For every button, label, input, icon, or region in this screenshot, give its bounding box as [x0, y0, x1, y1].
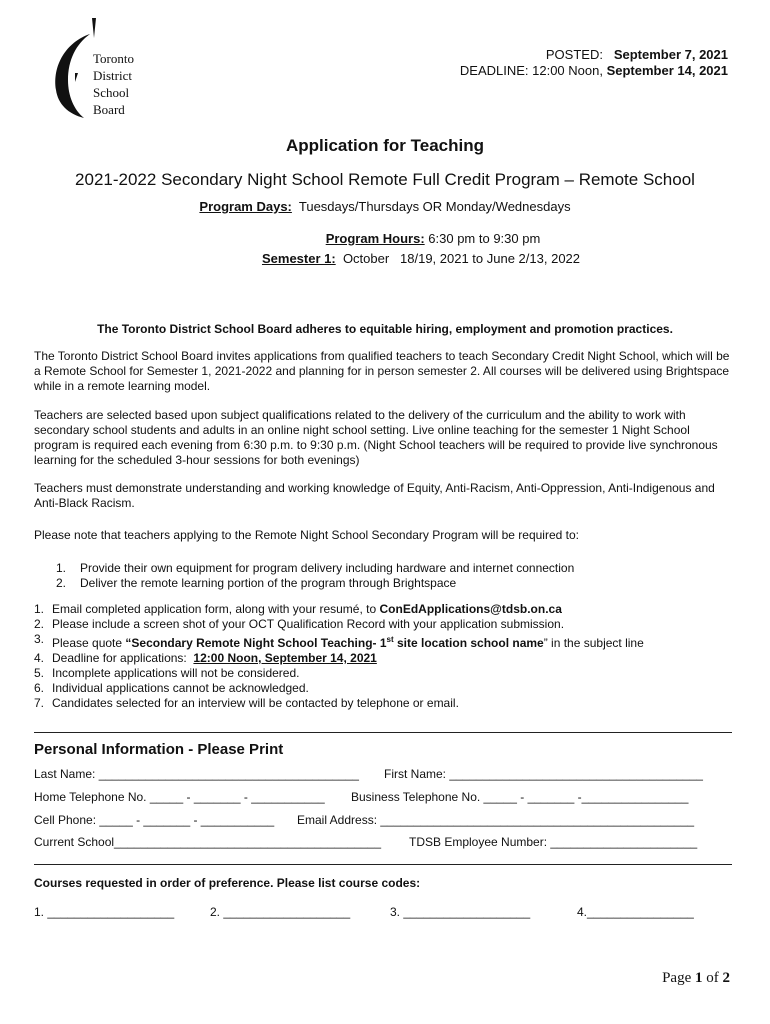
list-item [34, 632, 734, 651]
program-days-label: Program Days: [199, 199, 292, 214]
list-item [56, 576, 736, 591]
personal-info-title: Personal Information - Please Print [34, 741, 284, 758]
list-item [34, 617, 734, 632]
logo-text [93, 50, 134, 118]
item-number: 2. [56, 576, 67, 590]
deadline-label: DEADLINE: 12:00 Noon, [459, 63, 603, 78]
list-item [34, 651, 734, 666]
item-text: Please include a screen shot of your OCT Qualification Record with your application submission. [52, 617, 565, 631]
program-days-value: Tuesdays/Thursdays OR Monday/Wednesdays [298, 199, 571, 214]
item-text: Candidates selected for an interview will be contacted by telephone or email. [52, 696, 459, 710]
page-current: 1 [695, 970, 703, 986]
item-number: 5. [34, 666, 45, 680]
paragraph-equity: Teachers must demonstrate understanding and working knowledge of Equity, Anti-Racism, Anti-Oppression, Anti-Indigenous and Anti-Black Racism. [34, 481, 715, 510]
item-number: 4. [34, 651, 45, 665]
item-text: Deadline for applications: [52, 651, 194, 665]
semester-value: October 18/19, 2021 to June 2/13, 2022 [342, 251, 581, 266]
section-divider-top [34, 732, 732, 733]
cell-phone-field[interactable]: Cell Phone: _____ - _______ - ___________ [34, 813, 275, 827]
logo-flame [92, 18, 96, 38]
course-choice-3[interactable]: 3. ___________________ [390, 905, 531, 919]
employee-number-field[interactable]: TDSB Employee Number: ______________________ [409, 835, 698, 849]
logo-line-3: School [93, 85, 130, 100]
item-text: Provide their own equipment for program delivery including hardware and internet connection [80, 561, 575, 575]
course-choice-1[interactable]: 1. ___________________ [34, 905, 175, 919]
phone-row [34, 790, 734, 804]
section-divider-bottom [34, 864, 732, 865]
deadline-bold: 12:00 Noon, September 14, 2021 [193, 651, 377, 665]
deadline-date: September 14, 2021 [606, 63, 728, 78]
semester [0, 251, 770, 266]
page-number [662, 970, 730, 987]
page-title: Application for Teaching [285, 136, 485, 155]
contact-row [34, 813, 734, 827]
item-number: 1. [56, 561, 67, 575]
application-steps [34, 602, 734, 711]
last-name-field[interactable]: Last Name: _______________________________________ [34, 767, 359, 781]
list-item [34, 681, 734, 696]
item-text: Email completed application form, along with your resumé, to [52, 602, 380, 616]
posted-date: September 7, 2021 [613, 47, 728, 62]
logo-dot [75, 73, 78, 82]
business-phone-field[interactable]: Business Telephone No. _____ - _______ -________________ [351, 790, 689, 804]
requirements-list [56, 561, 736, 591]
home-phone-field[interactable]: Home Telephone No. _____ - _______ - ___________ [34, 790, 325, 804]
item-number: 7. [34, 696, 45, 710]
logo-crescent [55, 34, 90, 118]
program-hours-label: Program Hours: [325, 231, 425, 246]
item-text: Deliver the remote learning portion of the program through Brightspace [80, 576, 457, 590]
item-text: Individual applications cannot be acknowledged. [52, 681, 309, 695]
course-choice-2[interactable]: 2. ___________________ [210, 905, 351, 919]
item-text: Incomplete applications will not be considered. [52, 666, 300, 680]
logo-line-1: Toronto [93, 51, 134, 66]
current-school-field[interactable]: Current School________________________________________ [34, 835, 381, 849]
program-hours [0, 231, 770, 246]
school-row [34, 835, 734, 849]
page-label: Page [662, 970, 695, 986]
courses-title: Courses requested in order of preference. Please list course codes: [34, 876, 421, 890]
paragraph-note: Please note that teachers applying to the Remote Night School Secondary Program will be required to: [34, 528, 579, 542]
name-row [34, 767, 734, 781]
list-item [34, 602, 734, 617]
application-email-link[interactable]: ConEdApplications@tdsb.on.ca [379, 602, 562, 616]
first-name-field[interactable]: First Name: ______________________________________ [384, 767, 703, 781]
email-field[interactable]: Email Address: _______________________________________________ [297, 813, 695, 827]
program-hours-value: 6:30 pm to 9:30 pm [428, 231, 541, 246]
item-number: 2. [34, 617, 45, 631]
item-number: 1. [34, 602, 45, 616]
posting-dates [460, 47, 728, 79]
item-text: Please quote [52, 636, 126, 650]
page-of: of [702, 970, 723, 986]
program-days [0, 199, 770, 214]
logo-line-4: Board [93, 102, 125, 117]
subject-line-bold-2: site location school name [393, 636, 544, 650]
semester-label: Semester 1: [261, 251, 336, 266]
list-item [34, 696, 734, 711]
equity-statement: The Toronto District School Board adheres to equitable hiring, employment and promotion practices. [97, 322, 673, 336]
page-subtitle: 2021-2022 Secondary Night School Remote Full Credit Program – Remote School [75, 170, 695, 189]
list-item [56, 561, 736, 576]
subject-line-bold: “Secondary Remote Night School Teaching- 1 [125, 636, 387, 650]
paragraph-intro: The Toronto District School Board invites applications from qualified teachers to teach Secondary Credit Night School, which will be a Remote School for Semester 1, 2021-2022 and planning for in person semester 2. All courses will be delivered using Brightspace while in a remote learning model. [34, 349, 730, 393]
paragraph-selection: Teachers are selected based upon subject qualifications related to the delivery of the curriculum and the ability to work with secondary school students and adults in an online night school setting. Live online teaching for the semester 1 Night School program is required each evening from 6:30 p.m. to 9:30 p.m. (Night School teachers will be required to provide live synchronous learning for the scheduled 3-hour sessions for both evenings) [34, 408, 718, 467]
item-number: 3. [34, 632, 45, 646]
page-total: 2 [722, 970, 730, 986]
list-item [34, 666, 734, 681]
item-number: 6. [34, 681, 45, 695]
course-choice-4[interactable]: 4.________________ [577, 905, 694, 919]
subject-line-sup: st [386, 635, 394, 644]
item-text-post: ” in the subject line [543, 636, 644, 650]
logo-line-2: District [93, 68, 132, 83]
posted-label: POSTED: [545, 47, 603, 62]
